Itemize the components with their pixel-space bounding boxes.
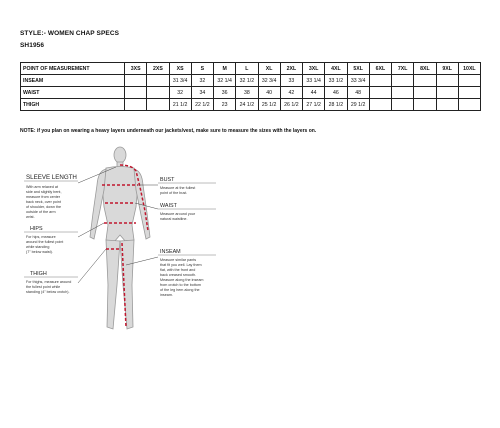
table-cell: 22 1/2	[191, 99, 213, 111]
table-cell: 40	[258, 87, 280, 99]
row-label: THIGH	[21, 99, 125, 111]
table-cell: 44	[303, 87, 325, 99]
table-cell: 32 1/2	[236, 75, 258, 87]
table-row	[21, 87, 481, 99]
table-cell	[458, 99, 480, 111]
layering-note: NOTE: if you plan on wearing a heavy layers underneath our jackets/vest, make sure to measure the sizes with the layers on.	[20, 128, 317, 134]
column-header: 9XL	[436, 63, 458, 75]
table-cell: 32 1/4	[214, 75, 236, 87]
table-cell: 26 1/2	[280, 99, 302, 111]
measurement-diagram	[20, 145, 340, 345]
inseam-desc: Measure similar pants that fit you well. Lay them flat, with the front and back creased smooth. Measure along the inseam from crotch to the bottom of the leg hem along the inseam.	[160, 258, 204, 297]
table-cell: 25 1/2	[258, 99, 280, 111]
table-cell: 24 1/2	[236, 99, 258, 111]
table-cell	[392, 87, 414, 99]
column-header: M	[214, 63, 236, 75]
table-cell: 32	[169, 87, 191, 99]
inseam-title: INSEAM	[160, 249, 181, 255]
sleeve-title: SLEEVE LENGTH	[26, 174, 77, 181]
table-cell: 34	[191, 87, 213, 99]
table-cell	[458, 87, 480, 99]
table-header-row	[21, 63, 481, 75]
left-labels	[24, 174, 78, 294]
table-cell: 28 1/2	[325, 99, 347, 111]
table-cell	[392, 75, 414, 87]
column-header: 8XL	[414, 63, 436, 75]
table-cell: 32 3/4	[258, 75, 280, 87]
bust-desc: Measure at the fullest point of the bust.	[160, 186, 196, 195]
table-cell: 29 1/2	[347, 99, 369, 111]
table-cell	[414, 87, 436, 99]
table-cell: 38	[236, 87, 258, 99]
column-header: POINT OF MEASUREMENT	[21, 63, 125, 75]
waist-desc: Measure around your natural waistline.	[160, 212, 196, 221]
thigh-title: THIGH	[30, 271, 47, 277]
column-header: 2XL	[280, 63, 302, 75]
table-cell	[436, 99, 458, 111]
table-cell: 33 1/4	[303, 75, 325, 87]
table-cell	[147, 99, 169, 111]
table-cell	[392, 99, 414, 111]
table-cell	[369, 75, 391, 87]
table-cell	[125, 87, 147, 99]
table-cell	[436, 87, 458, 99]
bust-title: BUST	[160, 177, 175, 183]
waist-title: WAIST	[160, 203, 177, 209]
table-cell: 27 1/2	[303, 99, 325, 111]
style-number: SH1956	[20, 42, 45, 49]
table-row	[21, 75, 481, 87]
column-header: 2XS	[147, 63, 169, 75]
hips-desc: For hips, measure around the fullest point while standing (7" below waist).	[26, 235, 64, 254]
row-label: WAIST	[21, 87, 125, 99]
column-header: XL	[258, 63, 280, 75]
table-cell	[369, 87, 391, 99]
row-label: INSEAM	[21, 75, 125, 87]
column-header: 5XL	[347, 63, 369, 75]
table-cell	[125, 99, 147, 111]
column-header: 4XL	[325, 63, 347, 75]
table-cell: 33	[280, 75, 302, 87]
table-cell	[414, 99, 436, 111]
table-cell: 23	[214, 99, 236, 111]
table-cell: 21 1/2	[169, 99, 191, 111]
table-cell: 32	[191, 75, 213, 87]
table-cell	[125, 75, 147, 87]
table-cell	[436, 75, 458, 87]
table-cell: 46	[325, 87, 347, 99]
table-cell: 33 3/4	[347, 75, 369, 87]
right-labels	[158, 177, 216, 297]
table-cell	[147, 75, 169, 87]
table-cell	[147, 87, 169, 99]
style-title: STYLE:- WOMEN CHAP SPECS	[20, 30, 120, 37]
column-header: 3XS	[125, 63, 147, 75]
table-row	[21, 99, 481, 111]
column-header: XS	[169, 63, 191, 75]
hips-title: HIPS	[30, 226, 43, 232]
table-cell: 48	[347, 87, 369, 99]
column-header: 6XL	[369, 63, 391, 75]
column-header: S	[191, 63, 213, 75]
sleeve-desc: With arm relaxed at side and slightly bent, measure from center back neck, over point of shoulder, down the outside of the arm wrist.	[26, 185, 62, 219]
column-header: 7XL	[392, 63, 414, 75]
size-spec-table	[20, 62, 481, 111]
column-header: 10XL	[458, 63, 480, 75]
table-cell	[458, 75, 480, 87]
table-cell	[369, 99, 391, 111]
column-header: 3XL	[303, 63, 325, 75]
thigh-desc: For thighs, measure around the fullest point while standing (4" below crotch).	[26, 280, 72, 294]
table-cell: 42	[280, 87, 302, 99]
table-cell	[414, 75, 436, 87]
column-header: L	[236, 63, 258, 75]
table-cell: 36	[214, 87, 236, 99]
table-cell: 31 3/4	[169, 75, 191, 87]
table-cell: 33 1/2	[325, 75, 347, 87]
